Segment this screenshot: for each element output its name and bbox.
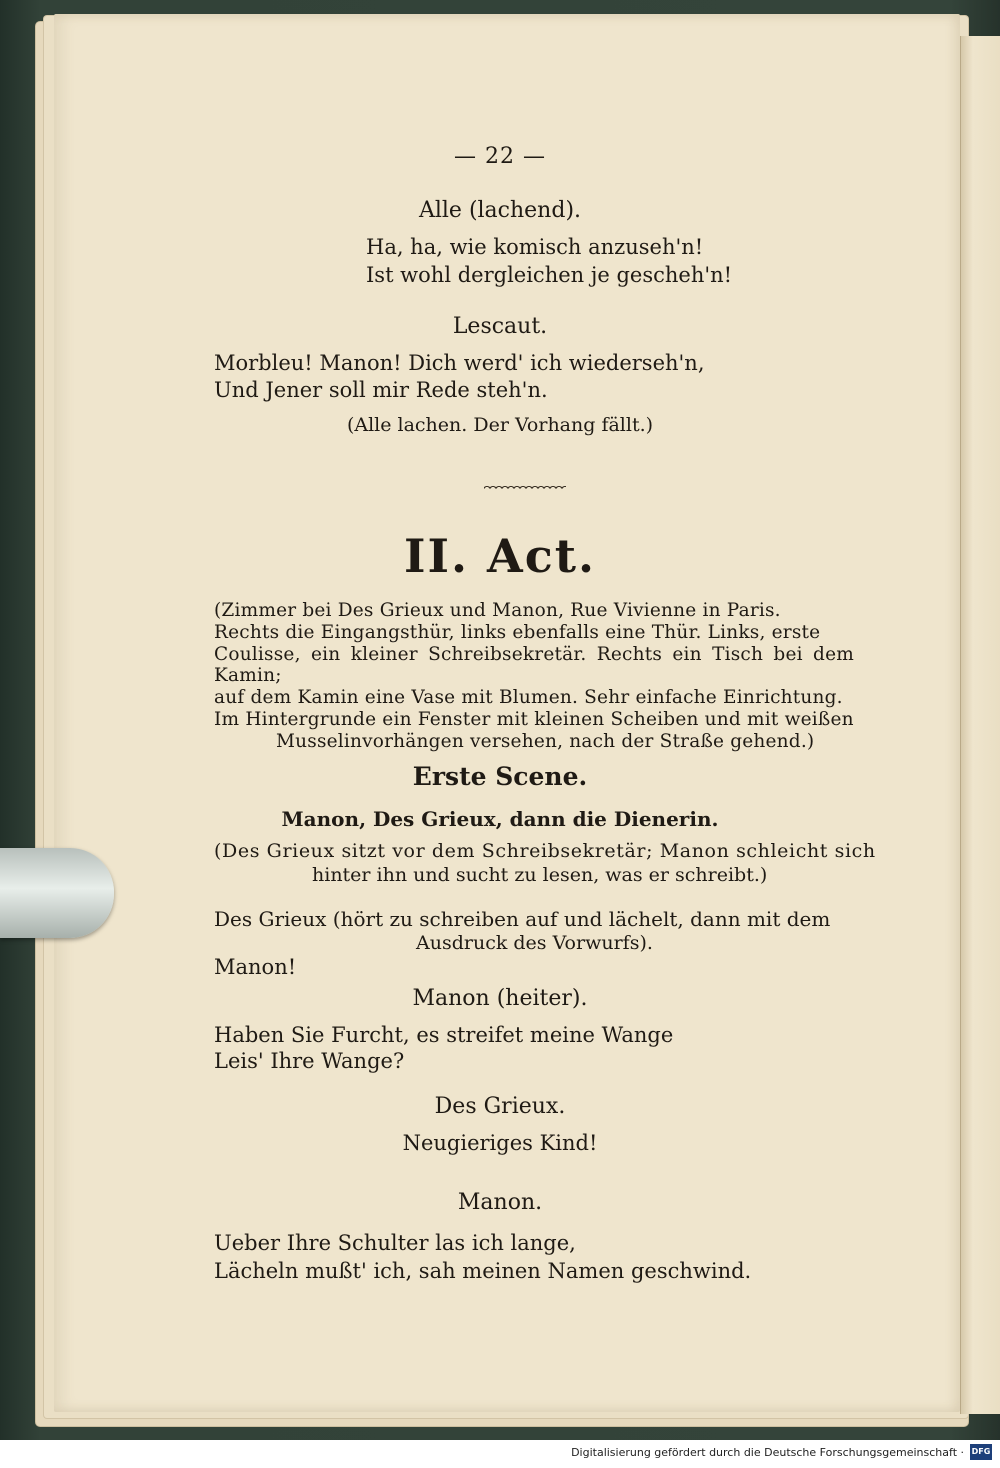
- speaker-alle: Alle (lachend).: [418, 198, 582, 223]
- speaker-desgrieux: Des Grieux.: [434, 1094, 566, 1119]
- verse-line: Haben Sie Furcht, es streifet meine Wange: [214, 1023, 674, 1047]
- scene-title: Erste Scene.: [412, 762, 588, 791]
- verse-line: Morbleu! Manon! Dich werd' ich wiederseh'n,: [214, 351, 705, 375]
- verse-line: Ist wohl dergleichen je gescheh'n!: [366, 263, 733, 287]
- setting-line: Musselinvorhängen versehen, nach der Straße gehend.): [276, 730, 815, 752]
- funding-notice: Digitalisierung gefördert durch die Deutsche Forschungsgemeinschaft ·: [571, 1446, 964, 1459]
- verse-line: Ueber Ihre Schulter las ich lange,: [214, 1231, 576, 1255]
- setting-description: [214, 600, 854, 753]
- setting-line: Coulisse, ein kleiner Schreibsekretär. Rechts ein Tisch bei dem Kamin;: [214, 643, 854, 687]
- verse-line: Und Jener soll mir Rede steh'n.: [214, 378, 548, 402]
- setting-line: Rechts die Eingangsthür, links ebenfalls eine Thür. Links, erste: [214, 621, 821, 643]
- verse-line: Leis' Ihre Wange?: [214, 1049, 405, 1073]
- section-divider: [484, 484, 566, 490]
- speaker-manon: Manon.: [457, 1190, 543, 1215]
- scene-direction: hinter ihn und sucht zu lesen, was er schreibt.): [312, 864, 768, 886]
- speaker-lescaut: Lescaut.: [452, 314, 548, 339]
- act-title: II. Act.: [403, 529, 597, 583]
- verse-line: Ha, ha, wie komisch anzuseh'n!: [366, 235, 704, 259]
- verse-line: Lächeln mußt' ich, sah meinen Namen geschwind.: [214, 1259, 752, 1283]
- speaker-desgrieux: Des Grieux (hört zu schreiben auf und lächelt, dann mit dem: [214, 907, 831, 931]
- setting-line: Im Hintergrunde ein Fenster mit kleinen Scheiben und mit weißen: [214, 708, 854, 730]
- scene-cast: Manon, Des Grieux, dann die Dienerin.: [281, 807, 719, 831]
- page-number: — 22 —: [454, 144, 546, 169]
- setting-line: (Zimmer bei Des Grieux und Manon, Rue Vivienne in Paris.: [214, 600, 781, 621]
- setting-line: auf dem Kamin eine Vase mit Blumen. Sehr einfache Einrichtung.: [214, 687, 843, 709]
- speech-line: Neugieriges Kind!: [402, 1131, 598, 1155]
- stage-direction: (Alle lachen. Der Vorhang fällt.): [346, 414, 654, 436]
- dfg-logo: DFG: [970, 1444, 992, 1460]
- stage-direction: Ausdruck des Vorwurfs).: [416, 932, 653, 954]
- scene-direction: (Des Grieux sitzt vor dem Schreibsekretär; Manon schleicht sich: [214, 840, 876, 862]
- speech-line: Manon!: [214, 955, 297, 979]
- speaker-manon: Manon (heiter).: [412, 986, 588, 1011]
